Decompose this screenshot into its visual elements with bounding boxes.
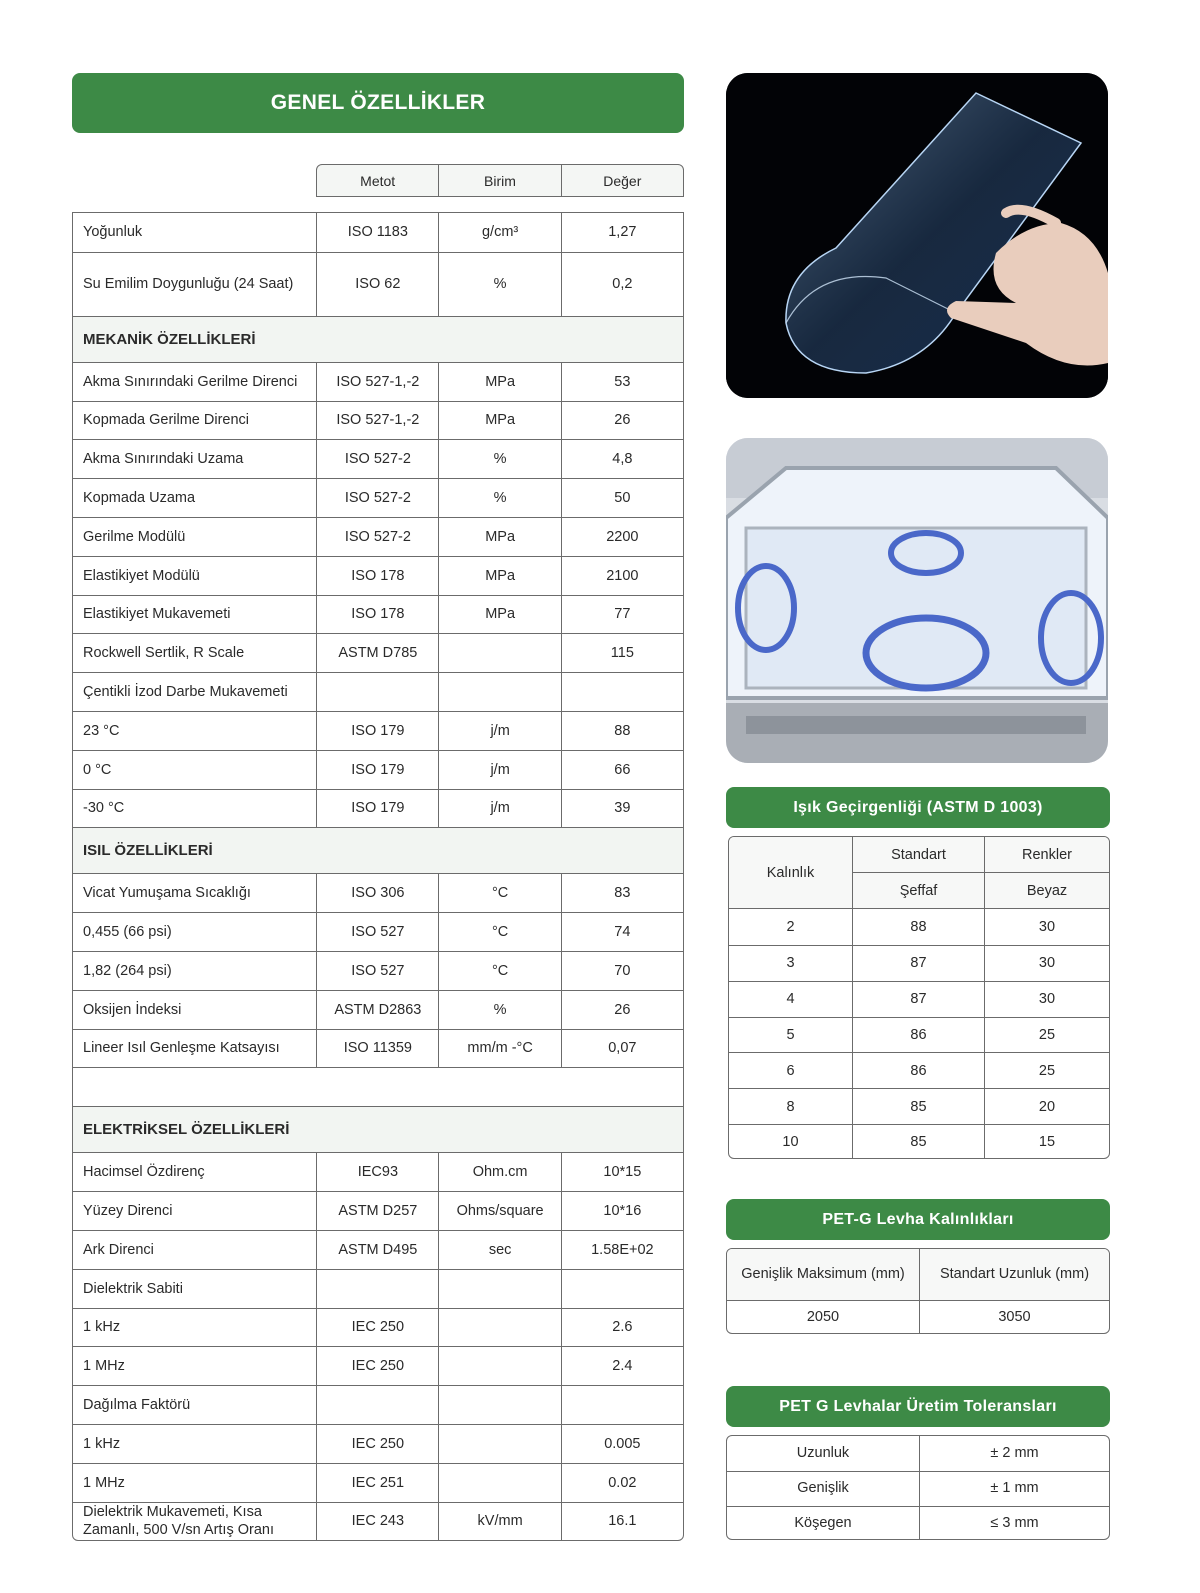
table-row [73,711,683,750]
method-cell: ISO 179 [316,712,438,750]
property-name: Gerilme Modülü [83,528,186,545]
table-row [73,362,683,401]
unit-cell: % [438,479,560,517]
unit-cell: °C [438,874,560,912]
property-name: Oksijen İndeksi [83,1001,182,1018]
method-cell: ISO 62 [316,253,438,316]
method-cell [316,673,438,711]
table-row [73,873,683,912]
section-heading: MEKANİK ÖZELLİKLERİ [73,316,683,362]
method-cell: IEC93 [316,1153,438,1191]
table-row [73,633,683,672]
clear-cell: 88 [853,909,985,945]
thickness-cell: 3 [729,946,853,981]
unit-cell: MPa [438,402,560,440]
method-cell [316,1270,438,1308]
table-row [73,517,683,556]
light-row [729,981,1109,1017]
unit-cell: °C [438,952,560,990]
white-subheader: Beyaz [1026,882,1068,899]
clear-cell: 87 [853,982,985,1017]
table-row [73,912,683,951]
method-cell: ISO 11359 [316,1030,438,1068]
property-name: 1 MHz [83,1358,125,1375]
table-row [73,750,683,789]
method-cell: ASTM D2863 [316,991,438,1029]
table-row [73,951,683,990]
property-name: 1 MHz [83,1474,125,1491]
method-cell: ISO 527-2 [316,479,438,517]
table-row [73,1463,683,1502]
unit-cell: % [438,991,560,1029]
width-max-value: 2050 [806,1308,840,1325]
value-cell: 0.02 [561,1464,683,1502]
property-name: 0,455 (66 psi) [83,923,172,940]
white-cell: 25 [1038,1026,1056,1043]
value-cell: 2100 [561,557,683,595]
method-cell: IEC 250 [316,1309,438,1347]
light-table-body [729,909,1109,1159]
property-name: Akma Sınırındaki Uzama [83,451,244,468]
white-cell: 25 [1038,1062,1056,1079]
value-cell [561,1386,683,1424]
light-row [729,945,1109,981]
tolerance-table [726,1435,1110,1540]
tolerance-value: ± 2 mm [919,1436,1109,1471]
light-transmission-table [728,836,1110,1159]
value-cell: 2.6 [561,1309,683,1347]
clear-cell: 86 [853,1053,985,1088]
blank-row [73,1067,683,1106]
value-cell: 70 [561,952,683,990]
standard-length-header: Standart Uzunluk (mm) [919,1249,1109,1300]
unit-cell [438,1270,560,1308]
unit-cell: MPa [438,363,560,401]
property-name: Ark Direnci [83,1241,154,1258]
method-cell: ISO 178 [316,596,438,634]
method-cell: ISO 527-2 [316,440,438,478]
value-cell: 1,27 [561,213,683,252]
method-cell: ASTM D785 [316,634,438,672]
unit-cell: j/m [438,751,560,789]
incubator-illustration [726,438,1108,763]
table-row [73,1424,683,1463]
method-cell: ISO 527-1,-2 [316,402,438,440]
method-cell: IEC 251 [316,1464,438,1502]
thickness-cell: 8 [729,1089,853,1124]
method-cell: ISO 179 [316,751,438,789]
column-header-value: Değer [561,165,683,196]
light-table-header [729,837,1109,909]
sheet-thickness-title: PET-G Levha Kalınlıkları [726,1199,1110,1240]
property-name: Dağılma Faktörü [83,1396,191,1413]
main-title: GENEL ÖZELLİKLER [72,73,684,133]
unit-cell [438,673,560,711]
table-row [73,1385,683,1424]
method-cell: IEC 250 [316,1347,438,1385]
table-row [73,556,683,595]
unit-cell [438,1309,560,1347]
light-row [729,1124,1109,1159]
value-cell [561,673,683,711]
white-cell: 20 [1038,1098,1056,1115]
unit-cell: g/cm³ [438,213,560,252]
method-cell: ISO 1183 [316,213,438,252]
table-row [73,789,683,828]
unit-cell: Ohm.cm [438,1153,560,1191]
value-cell: 0,2 [561,253,683,316]
table-row [73,1152,683,1191]
property-name: Lineer Isıl Genleşme Katsayısı [83,1040,280,1057]
property-name: Akma Sınırındaki Gerilme Direnci [83,373,298,390]
property-name: 0 °C [83,761,112,778]
value-cell: 10*15 [561,1153,683,1191]
light-row [729,909,1109,945]
method-cell: IEC 243 [316,1503,438,1540]
light-row [729,1052,1109,1088]
method-cell: ASTM D257 [316,1192,438,1230]
unit-cell [438,1386,560,1424]
standard-header: Standart [853,837,985,872]
white-cell: 30 [1038,918,1056,935]
value-cell: 53 [561,363,683,401]
value-cell: 4,8 [561,440,683,478]
property-name: Hacimsel Özdirenç [83,1164,205,1181]
table-row [73,439,683,478]
clear-cell: 87 [853,946,985,981]
property-name: Elastikiyet Mukavemeti [83,606,231,623]
value-cell: 66 [561,751,683,789]
unit-cell: sec [438,1231,560,1269]
value-cell: 115 [561,634,683,672]
tolerance-dimension: Genişlik [797,1480,849,1497]
value-cell: 1.58E+02 [561,1231,683,1269]
column-header-method: Metot [360,172,396,189]
property-name: Su Emilim Doygunluğu (24 Saat) [83,276,294,293]
unit-cell: j/m [438,790,560,828]
table-row [73,1230,683,1269]
value-cell: 0,07 [561,1030,683,1068]
unit-cell [438,1347,560,1385]
property-name: Kopmada Uzama [83,490,196,507]
table-row [73,1308,683,1347]
table-row [73,990,683,1029]
flexible-sheet-photo [726,73,1108,398]
method-cell: ISO 306 [316,874,438,912]
value-cell: 10*16 [561,1192,683,1230]
standard-length-value: 3050 [919,1301,1109,1334]
white-cell: 30 [1038,955,1056,972]
light-transmission-title: Işık Geçirgenliği (ASTM D 1003) [726,787,1110,828]
table-row [73,595,683,634]
width-max-header: Genişlik Maksimum (mm) [741,1265,905,1282]
thickness-cell: 6 [729,1053,853,1088]
table-row [73,1191,683,1230]
method-cell [316,1386,438,1424]
value-cell: 83 [561,874,683,912]
value-cell: 74 [561,913,683,951]
thickness-cell: 4 [729,982,853,1017]
unit-cell: % [438,440,560,478]
property-name: Dielektrik Sabiti [83,1280,183,1297]
thickness-cell: 10 [729,1125,853,1159]
main-table-header [316,164,684,197]
method-cell: ISO 179 [316,790,438,828]
tolerance-dimension: Köşegen [794,1515,852,1532]
property-name: 23 °C [83,722,120,739]
method-cell: ISO 527 [316,913,438,951]
tolerance-title: PET G Levhalar Üretim Toleransları [726,1386,1110,1427]
property-name: Yoğunluk [83,224,143,241]
clear-subheader: Şeffaf [853,873,985,908]
unit-cell: kV/mm [438,1503,560,1540]
value-cell: 88 [561,712,683,750]
unit-cell: MPa [438,557,560,595]
tolerance-value: ± 1 mm [919,1472,1109,1506]
value-cell: 77 [561,596,683,634]
tolerance-row [727,1506,1109,1540]
property-name: Yüzey Direnci [83,1202,173,1219]
property-name: Çentikli İzod Darbe Mukavemeti [83,684,288,700]
table-row [73,478,683,517]
unit-cell [438,634,560,672]
clear-cell: 86 [853,1018,985,1053]
unit-cell [438,1464,560,1502]
properties-table [72,212,684,1541]
method-cell: ISO 527 [316,952,438,990]
unit-cell: MPa [438,596,560,634]
method-cell: ISO 527-1,-2 [316,363,438,401]
unit-cell: Ohms/square [438,1192,560,1230]
value-cell: 50 [561,479,683,517]
thickness-header: Kalınlık [729,837,853,908]
column-header-unit: Birim [438,165,560,196]
unit-cell: °C [438,913,560,951]
method-cell: ISO 527-2 [316,518,438,556]
tolerance-dimension: Uzunluk [796,1444,850,1461]
value-cell: 26 [561,991,683,1029]
table-row [73,1502,683,1540]
thickness-cell: 2 [729,909,853,945]
section-heading: ELEKTRİKSEL ÖZELLİKLERİ [73,1106,683,1152]
table-row [73,672,683,711]
property-name: 1 kHz [83,1435,121,1452]
property-name: Rockwell Sertlik, R Scale [83,645,245,662]
thickness-cell: 5 [729,1018,853,1053]
value-cell: 2.4 [561,1347,683,1385]
colors-header: Renkler [1022,846,1072,863]
property-name: 1,82 (264 psi) [83,962,172,979]
table-row [73,401,683,440]
tolerance-value: ≤ 3 mm [919,1507,1109,1540]
property-name: Dielektrik Mukavemeti, Kısa Zamanlı, 500 V/sn Artış Oranı [83,1503,274,1539]
property-name: 1 kHz [83,1319,121,1336]
unit-cell: MPa [438,518,560,556]
light-row [729,1088,1109,1124]
sheet-thickness-table [726,1248,1110,1334]
property-name: Kopmada Gerilme Direnci [83,412,250,429]
sheet-illustration [726,73,1108,398]
property-name: -30 °C [83,800,125,817]
clear-cell: 85 [853,1125,985,1159]
value-cell: 39 [561,790,683,828]
value-cell: 0.005 [561,1425,683,1463]
property-name: Vicat Yumuşama Sıcaklığı [83,885,251,902]
table-row [73,1346,683,1385]
property-name: Elastikiyet Modülü [83,567,200,584]
light-row [729,1017,1109,1053]
section-heading: ISIL ÖZELLİKLERİ [73,827,683,873]
method-cell: ISO 178 [316,557,438,595]
value-cell [561,1270,683,1308]
table-row [73,1269,683,1308]
white-cell: 15 [1038,1134,1056,1151]
tolerance-row [727,1436,1109,1471]
incubator-photo [726,438,1108,763]
value-cell: 2200 [561,518,683,556]
value-cell: 16.1 [561,1503,683,1540]
value-cell: 26 [561,402,683,440]
unit-cell: % [438,253,560,316]
unit-cell: j/m [438,712,560,750]
method-cell: ASTM D495 [316,1231,438,1269]
method-cell: IEC 250 [316,1425,438,1463]
table-row [73,1029,683,1068]
table-row [73,252,683,316]
unit-cell [438,1425,560,1463]
clear-cell: 85 [853,1089,985,1124]
unit-cell: mm/m -°C [438,1030,560,1068]
tolerance-row [727,1471,1109,1506]
table-row [73,213,683,252]
white-cell: 30 [1038,991,1056,1008]
